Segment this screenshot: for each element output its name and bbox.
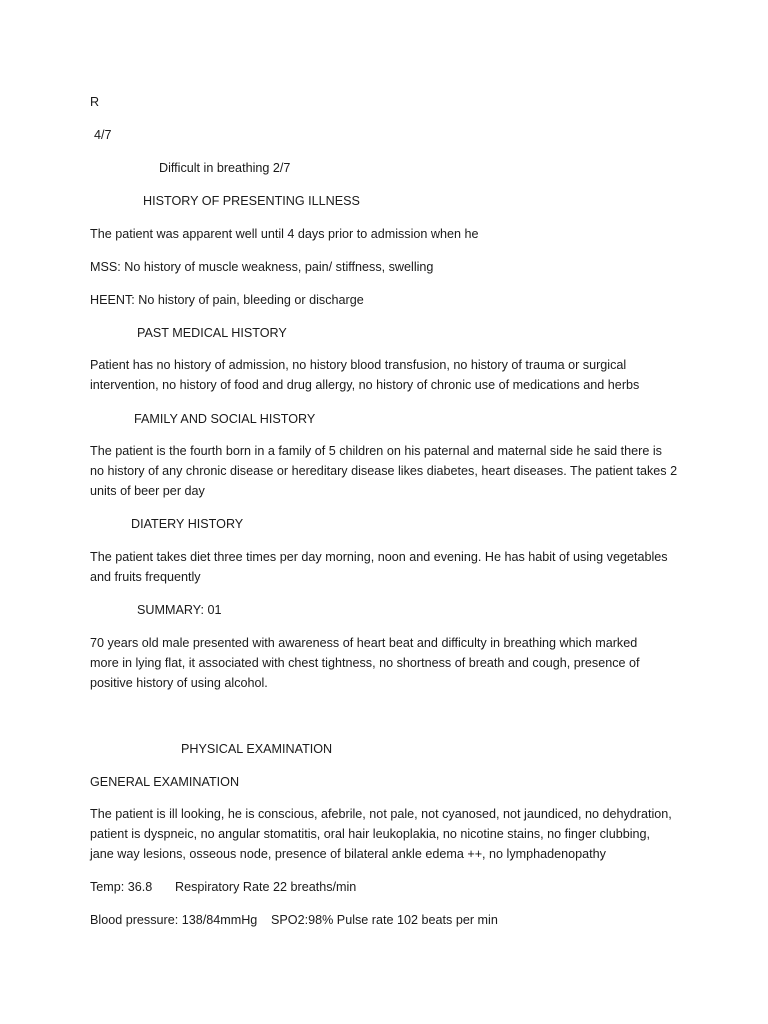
diet-line: and fruits frequently [90, 570, 201, 584]
fsh-paragraph [90, 441, 690, 501]
ge-line: jane way lesions, osseous node, presence of bilateral ankle edema ++, no lymphadenopathy [90, 847, 606, 861]
line-r: R [90, 95, 100, 109]
ge-heading: GENERAL EXAMINATION [90, 775, 240, 789]
hpi-heading: HISTORY OF PRESENTING ILLNESS [143, 194, 360, 208]
pmh-line: Patient has no history of admission, no history blood transfusion, no history of trauma or surgical [90, 358, 627, 372]
line-date: 4/7 [94, 128, 112, 142]
ge-line: patient is dyspneic, no angular stomatitis, oral hair leukoplakia, no nicotine stains, no finger clubbing, [90, 827, 651, 841]
pmh-heading: PAST MEDICAL HISTORY [137, 326, 287, 340]
diet-paragraph [90, 547, 690, 587]
vitals-spo2-pulse: SPO2:98% Pulse rate 102 beats per min [271, 913, 498, 927]
hpi-text: The patient was apparent well until 4 days prior to admission when he [90, 227, 479, 241]
ge-paragraph [90, 804, 690, 864]
summary-heading: SUMMARY: 01 [137, 603, 222, 617]
fsh-line: units of beer per day [90, 484, 205, 498]
diet-heading: DIATERY HISTORY [131, 517, 244, 531]
fsh-line: no history of any chronic disease or hereditary disease likes diabetes, heart diseases. The patient takes 2 [90, 464, 678, 478]
ge-line: The patient is ill looking, he is conscious, afebrile, not pale, not cyanosed, not jaundiced, no dehydration, [90, 807, 672, 821]
summary-line: positive history of using alcohol. [90, 676, 268, 690]
pe-heading: PHYSICAL EXAMINATION [181, 742, 333, 756]
summary-line: more in lying flat, it associated with chest tightness, no shortness of breath and cough, presence of [90, 656, 640, 670]
diet-line: The patient takes diet three times per day morning, noon and evening. He has habit of using vegetables [90, 550, 668, 564]
pmh-paragraph [90, 355, 690, 395]
vitals-blood-pressure: Blood pressure: 138/84mmHg [90, 913, 258, 927]
fsh-line: The patient is the fourth born in a family of 5 children on his paternal and maternal side he said there is [90, 444, 662, 458]
vitals-respiratory-rate: Respiratory Rate 22 breaths/min [175, 880, 357, 894]
chief-complaint: Difficult in breathing 2/7 [159, 161, 291, 175]
summary-line: 70 years old male presented with awareness of heart beat and difficulty in breathing which marked [90, 636, 638, 650]
fsh-heading: FAMILY AND SOCIAL HISTORY [134, 412, 316, 426]
heent-line: HEENT: No history of pain, bleeding or discharge [90, 293, 364, 307]
mss-line: MSS: No history of muscle weakness, pain/ stiffness, swelling [90, 260, 434, 274]
vitals-temp: Temp: 36.8 [90, 880, 153, 894]
summary-paragraph [90, 633, 690, 693]
pmh-line: intervention, no history of food and drug allergy, no history of chronic use of medications and herbs [90, 378, 640, 392]
